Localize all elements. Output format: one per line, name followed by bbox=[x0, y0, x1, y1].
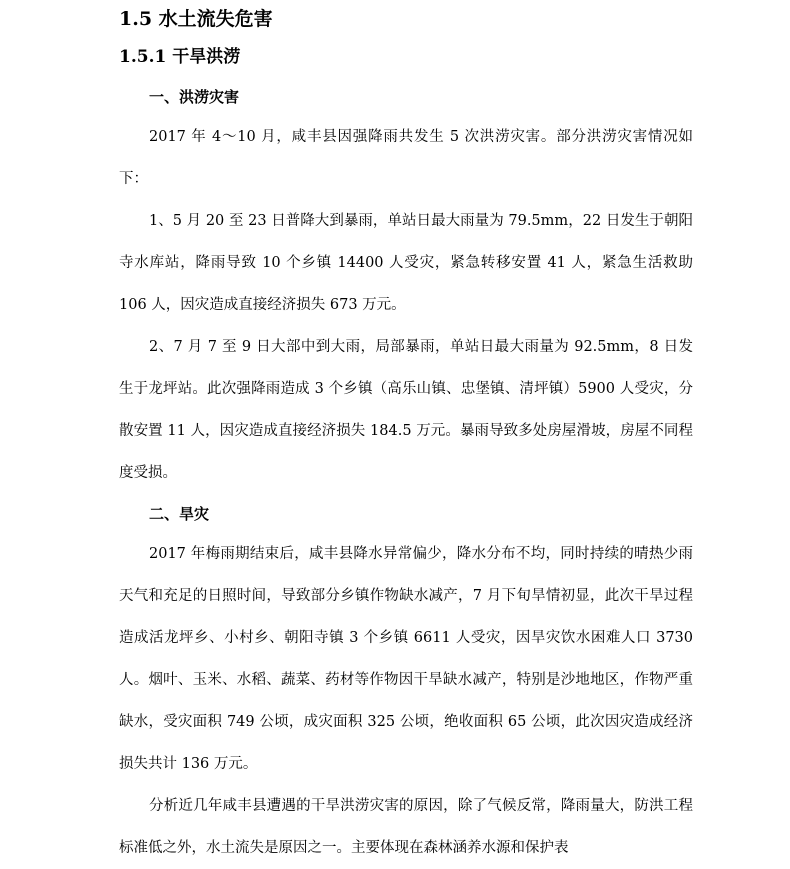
flood-event-1-paragraph: 1、5 月 20 至 23 日普降大到暴雨，单站日最大雨量为 79.5mm，22 日发生于朝阳寺水库站，降雨导致 10 个乡镇 14400 人受灾，紧急转移安置 41 人，紧急生活救助 106 人，因灾造成直接经济损失 673 万元。 bbox=[119, 213, 693, 313]
flood-heading: 一、洪涝灾害 bbox=[149, 88, 240, 106]
drought-paragraph: 2017 年梅雨期结束后，咸丰县降水异常偏少，降水分布不均，同时持续的晴热少雨天气和充足的日照时间，导致部分乡镇作物缺水减产，7 月下旬旱情初显，此次干旱过程造成活龙坪乡、小村乡、朝阳寺镇 3 个乡镇 6611 人受灾，因旱灾饮水困难人口 3730 人。烟叶、玉米、水稻、蔬菜、药材等作物因干旱缺水减产，特别是沙地地区，作物严重缺水，受灾面积 749 公顷，成灾面积 325 公顷，绝收面积 65 公顷，此次因灾造成经济损失共计 136 万元。 bbox=[119, 546, 693, 772]
subsection-heading: 1.5.1 干旱洪涝 bbox=[119, 47, 241, 67]
section-heading: 1.5 水土流失危害 bbox=[119, 8, 273, 30]
analysis-paragraph: 分析近几年咸丰县遭遇的干旱洪涝灾害的原因，除了气候反常，降雨量大，防洪工程标准低之外，水土流失是原因之一。主要体现在森林涵养水源和保护表 bbox=[119, 798, 693, 856]
flood-event-2-paragraph: 2、7 月 7 至 9 日大部中到大雨，局部暴雨，单站日最大雨量为 92.5mm，8 日发生于龙坪站。此次强降雨造成 3 个乡镇（高乐山镇、忠堡镇、清坪镇）5900 人受灾，分散安置 11 人，因灾造成直接经济损失 184.5 万元。暴雨导致多处房屋滑坡，房屋不同程度受损。 bbox=[119, 339, 693, 481]
flood-intro-paragraph: 2017 年 4～10 月，咸丰县因强降雨共发生 5 次洪涝灾害。部分洪涝灾害情况如下： bbox=[119, 129, 693, 187]
drought-heading: 二、旱灾 bbox=[149, 505, 210, 523]
